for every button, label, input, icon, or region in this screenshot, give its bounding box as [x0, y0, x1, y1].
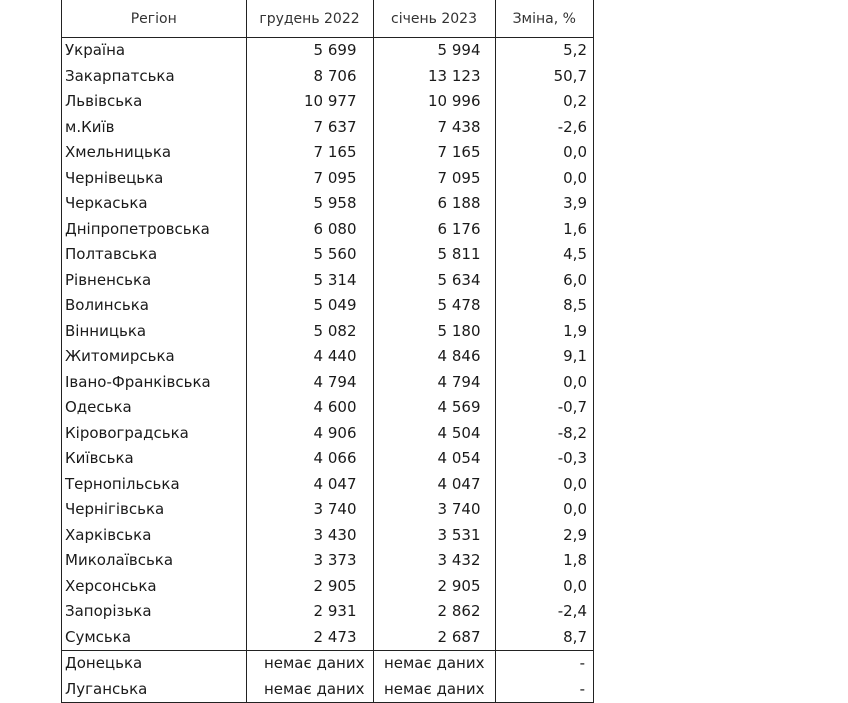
change-cell: 9,1	[563, 347, 587, 366]
jan-2023-cell: немає даних	[373, 651, 495, 677]
header-row	[62, 0, 593, 38]
table-row	[62, 115, 593, 141]
table-row	[62, 89, 593, 115]
change-cell: 0,0	[563, 576, 587, 595]
change-cell: 0,0	[563, 500, 587, 519]
change-cell: 0,0	[563, 168, 587, 187]
jan-2023-cell: 4 569	[373, 395, 495, 421]
dec-2022-cell: 5 314	[246, 268, 373, 294]
dec-2022-cell: 7 165	[246, 140, 373, 166]
region-table	[62, 0, 593, 702]
jan-2023-cell: 5 811	[373, 242, 495, 268]
region-cell: Запорізька	[62, 599, 246, 625]
table-row	[62, 472, 593, 498]
table-row	[62, 370, 593, 396]
change-cell: -	[579, 679, 585, 698]
change-cell: 5,2	[563, 41, 587, 60]
change-cell: 0,0	[563, 474, 587, 493]
table-row	[62, 38, 593, 64]
region-cell: Київська	[62, 446, 246, 472]
change-cell: 0,0	[563, 372, 587, 391]
change-cell: 3,9	[563, 194, 587, 213]
region-cell: Сумська	[62, 625, 246, 651]
region-cell: Рівненська	[62, 268, 246, 294]
dec-2022-cell: 4 047	[246, 472, 373, 498]
jan-2023-cell: 5 634	[373, 268, 495, 294]
dec-2022-cell: 7 095	[246, 166, 373, 192]
jan-2023-cell: 4 054	[373, 446, 495, 472]
dec-2022-cell: 8 706	[246, 64, 373, 90]
dec-2022-cell: 5 560	[246, 242, 373, 268]
table-row	[62, 166, 593, 192]
table-row	[62, 319, 593, 345]
change-cell: 8,7	[563, 627, 587, 646]
dec-2022-cell: 5 049	[246, 293, 373, 319]
region-cell: Дніпропетровська	[62, 217, 246, 243]
region-cell: Волинська	[62, 293, 246, 319]
region-cell: Україна	[62, 38, 246, 64]
region-cell: Житомирська	[62, 344, 246, 370]
jan-2023-cell: 4 846	[373, 344, 495, 370]
jan-2023-cell: 2 905	[373, 574, 495, 600]
region-cell: м.Київ	[62, 115, 246, 141]
region-cell: Луганська	[62, 677, 246, 703]
dec-2022-cell: немає даних	[246, 651, 373, 677]
dec-2022-cell: 3 373	[246, 548, 373, 574]
jan-2023-cell: 5 994	[373, 38, 495, 64]
table-row	[62, 651, 593, 677]
jan-2023-cell: 5 478	[373, 293, 495, 319]
region-cell: Львівська	[62, 89, 246, 115]
header-jan-2023: січень 2023	[373, 0, 495, 38]
jan-2023-cell: 6 176	[373, 217, 495, 243]
region-cell: Полтавська	[62, 242, 246, 268]
header-change-percent: Зміна, %	[495, 0, 593, 38]
header-dec-2022: грудень 2022	[246, 0, 373, 38]
change-cell: -0,7	[557, 398, 587, 417]
table-row	[62, 677, 593, 703]
table-row	[62, 599, 593, 625]
jan-2023-cell: 4 047	[373, 472, 495, 498]
jan-2023-cell: 7 165	[373, 140, 495, 166]
change-cell: 4,5	[563, 245, 587, 264]
region-cell: Миколаївська	[62, 548, 246, 574]
dec-2022-cell: 6 080	[246, 217, 373, 243]
jan-2023-cell: 2 862	[373, 599, 495, 625]
table-row	[62, 191, 593, 217]
change-cell: -0,3	[557, 449, 587, 468]
table-row	[62, 395, 593, 421]
table-row	[62, 497, 593, 523]
dec-2022-cell: 3 740	[246, 497, 373, 523]
jan-2023-cell: 4 504	[373, 421, 495, 447]
table-row	[62, 548, 593, 574]
jan-2023-cell: 3 531	[373, 523, 495, 549]
jan-2023-cell: 10 996	[373, 89, 495, 115]
region-cell: Івано-Франківська	[62, 370, 246, 396]
region-cell: Хмельницька	[62, 140, 246, 166]
table-row	[62, 421, 593, 447]
change-cell: 0,0	[563, 143, 587, 162]
region-cell: Тернопільська	[62, 472, 246, 498]
dec-2022-cell: 2 473	[246, 625, 373, 651]
dec-2022-cell: 5 082	[246, 319, 373, 345]
table-row	[62, 574, 593, 600]
jan-2023-cell: 7 095	[373, 166, 495, 192]
change-cell: 0,2	[563, 92, 587, 111]
table-body	[62, 38, 593, 703]
dec-2022-cell: 10 977	[246, 89, 373, 115]
dec-2022-cell: 4 066	[246, 446, 373, 472]
change-cell: -8,2	[557, 423, 587, 442]
table-row	[62, 446, 593, 472]
jan-2023-cell: 3 432	[373, 548, 495, 574]
jan-2023-cell: 3 740	[373, 497, 495, 523]
table-row	[62, 293, 593, 319]
table-row	[62, 217, 593, 243]
jan-2023-cell: 2 687	[373, 625, 495, 651]
change-cell: 50,7	[553, 66, 587, 85]
region-cell: Черкаська	[62, 191, 246, 217]
change-cell: 6,0	[563, 270, 587, 289]
region-cell: Закарпатська	[62, 64, 246, 90]
table-row	[62, 625, 593, 651]
region-cell: Чернігівська	[62, 497, 246, 523]
dec-2022-cell: 3 430	[246, 523, 373, 549]
change-cell: 2,9	[563, 525, 587, 544]
data-table-container	[61, 0, 594, 703]
dec-2022-cell: 5 958	[246, 191, 373, 217]
change-cell: -2,4	[557, 602, 587, 621]
change-cell: 8,5	[563, 296, 587, 315]
table-row	[62, 64, 593, 90]
dec-2022-cell: 2 905	[246, 574, 373, 600]
region-cell: Херсонська	[62, 574, 246, 600]
dec-2022-cell: 4 600	[246, 395, 373, 421]
region-cell: Кіровоградська	[62, 421, 246, 447]
change-cell: -2,6	[557, 117, 587, 136]
dec-2022-cell: 7 637	[246, 115, 373, 141]
region-cell: Одеська	[62, 395, 246, 421]
jan-2023-cell: немає даних	[373, 677, 495, 703]
jan-2023-cell: 7 438	[373, 115, 495, 141]
dec-2022-cell: 4 906	[246, 421, 373, 447]
table-row	[62, 268, 593, 294]
dec-2022-cell: 2 931	[246, 599, 373, 625]
dec-2022-cell: 4 794	[246, 370, 373, 396]
change-cell: 1,9	[563, 321, 587, 340]
jan-2023-cell: 4 794	[373, 370, 495, 396]
region-cell: Харківська	[62, 523, 246, 549]
jan-2023-cell: 6 188	[373, 191, 495, 217]
header-region: Регіон	[62, 0, 246, 38]
dec-2022-cell: 5 699	[246, 38, 373, 64]
table-row	[62, 140, 593, 166]
table-row	[62, 242, 593, 268]
change-cell: 1,6	[563, 219, 587, 238]
region-cell: Донецька	[62, 651, 246, 677]
table-row	[62, 523, 593, 549]
table-row	[62, 344, 593, 370]
jan-2023-cell: 5 180	[373, 319, 495, 345]
jan-2023-cell: 13 123	[373, 64, 495, 90]
region-cell: Вінницька	[62, 319, 246, 345]
change-cell: -	[495, 651, 593, 677]
change-cell: 1,8	[563, 551, 587, 570]
dec-2022-cell: 4 440	[246, 344, 373, 370]
region-cell: Чернівецька	[62, 166, 246, 192]
dec-2022-cell: немає даних	[246, 677, 373, 703]
